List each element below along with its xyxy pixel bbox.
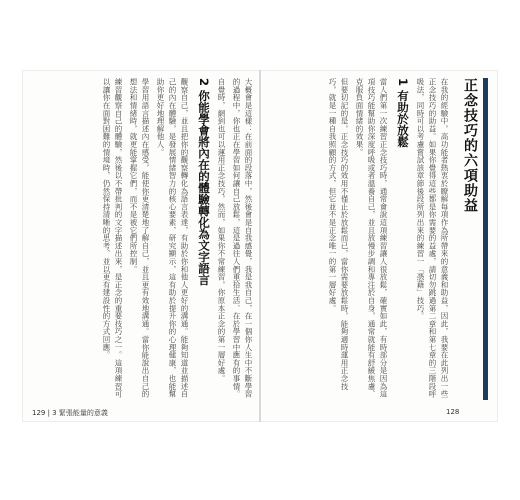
section-1-paragraph-2: 但要切記的是，正念技巧的效用不僅止於放鬆而已，當你需要放鬆時，能夠適時運用正念技巧，就是一種自我照顧的方式，但它並不是正念唯一的第一層好處。 [328, 78, 349, 390]
right-paragraph-1: 在我的經驗中，高功能者熱衷於瞭解每項作為所帶來的意義和助益，因此，我要在此列出一些正念技巧的助益。如果你覺得這些都是你需要的益處，請切勿跳過第二章和第七章的三階段呼吸法，同時可以考慮嘗試該章節後段所列出來的練習一「憑藉」技巧。 [416, 78, 449, 398]
left-page [32, 78, 254, 400]
section-2-title: 你能學會將內在的體驗轉化為文字語言 [197, 90, 211, 286]
right-page [268, 78, 488, 400]
section-2-number: 2 [197, 78, 211, 87]
section-1-paragraph-1: 當人們第一次練習正念技巧時，通常會說這項練習讓人很放鬆，確實如此，有時部分是因為這項技巧能幫助你深度呼吸或者溫養自己，並且放慢步調和專注於自身，通常就能有舒緩焦慮、克服負面情緒的效果。 [355, 78, 388, 398]
right-page-number: 128 [446, 408, 460, 416]
section-2-paragraph-2: 學習用語言描述內在感受，能使你更清楚地了解自己，並且更有效地溝通。當你能說出自己的想法和情緒時，就更能掌握它們，而不是被它們所控制。 [129, 78, 150, 398]
section-1-title: 有助於放鬆 [396, 90, 410, 148]
section-2-paragraph-3: 練習觀察自己的體驗，然後以不帶批判的文字描述出來，是正念的重要技巧之一。這項練習可以讓你在面對困難的情境時，仍然保持清晰的思考，並以更有建設性的方式回應。 [102, 78, 123, 398]
section-1-number: 1 [396, 78, 410, 87]
left-page-footer: 129 | 3 緊張能量的意義 [32, 409, 108, 417]
section-2-heading [196, 78, 212, 400]
chapter-title: 正念技巧的六項助益 [460, 78, 488, 400]
book-gutter [259, 70, 261, 422]
section-1-heading [395, 78, 411, 400]
left-intro-paragraph-1: 大概會是這樣：在前面的段落中，然後會是自我感覺，我是我自己，在一個你人生中不斷學習的過程中，你也正在學習如何讓自己放鬆，這是過往人們重拾生活、在於學習中應有的事情。 [232, 78, 253, 398]
left-intro-paragraph-2: 自覺時，網到也可以運用正念技巧，然而，如果你不常練習，你原本正念的第一層好處。 [217, 78, 226, 383]
section-2-paragraph-1: 觀察自己，並且把你的觀察轉化為語言表達，有助於你和他人更好的溝通。能夠知道並描述自己的內在體驗，是發展情緒智力的核心要素，研究顯示，這有助於提升你的心理健康，也能幫助你更好地理解他人。 [156, 78, 189, 398]
